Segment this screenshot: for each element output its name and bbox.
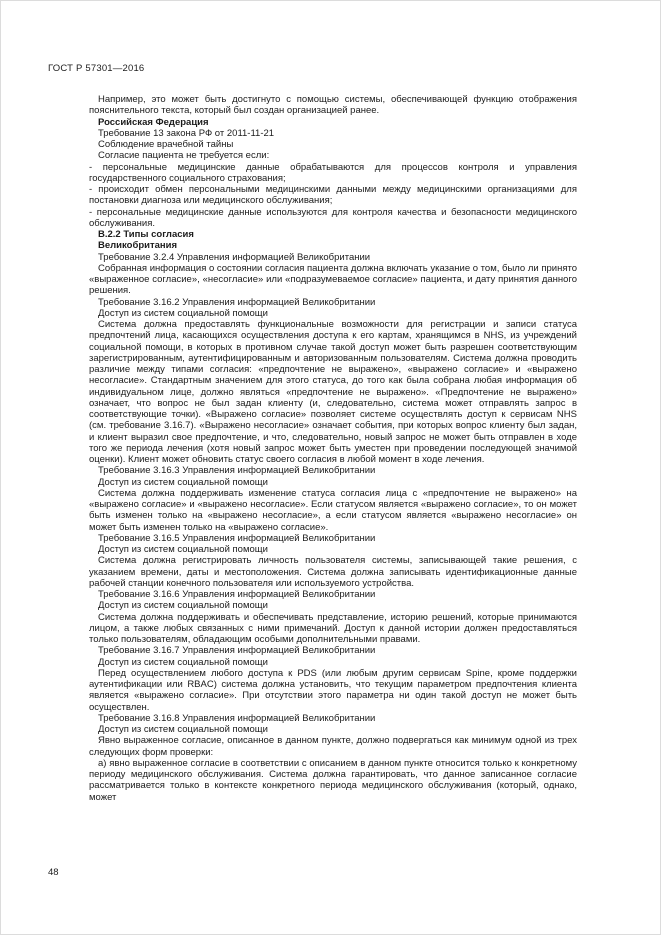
page-number: 48 — [48, 867, 59, 878]
heading-paragraph: Российская Федерация — [98, 116, 209, 128]
paragraph: Явно выраженное согласие, описанное в данном пункте, должно подвергаться как минимум одной из трех следующих форм проверки: — [89, 735, 577, 758]
heading-paragraph: В.2.2 Типы согласия — [98, 229, 194, 240]
paragraph: Доступ из систем социальной помощи — [98, 307, 268, 319]
paragraph: Собранная информация о состоянии согласия пациента должна включать указание о том, было ли принято «выраженное согласие», «несогласие» или «подразумеваемое согласие» пациента, и дату принятия данного решения. — [89, 262, 577, 297]
paragraph: Требование 3.16.3 Управления информацией Великобритании — [98, 465, 376, 477]
paragraph: Система должна предоставлять функциональные возможности для регистрации и записи статуса предпочтений лица, касающихся осуществления доступа к его картам, хранящимся в NHS, из учреждений социальной помощи, в которых в противном случае такой доступ может быть разрешен соответствующим зарегистрированным, аутентифицированным и авторизованным пользователям. Система должна проводить различие между типами согласия: «предпочтение не выражено», «выражено согласие» и «выражено несогласие». Стандартным значением для этого статуса, до того как была собрана любая информация об индивидуальном лице, должно являться «предпочтение не выражено». «Предпочтение не выражено» означает, что вопрос не был задан клиенту (и, следовательно, система может отправлять запрос в соответствующие точки). «Выражено согласие» позволяет системе осуществлять доступ к сервисам NHS (см. требование 3.16.7). «Выражено несогласие» означает события, при которых вопрос клиенту был задан, и клиент выразил свое предпочтение, и что, следовательно, новый запрос не может быть отправлен в ходе того же периода лечения (хотя новый запрос может быть уместен при проведении последующей значимой оценки). Клиент может обновить статус своего согласия в любой момент в ходе лечения. — [89, 319, 577, 465]
list-item-paragraph: - персональные медицинские данные обрабатываются для процессов контроля и управления государственного социального страхования; — [89, 161, 577, 184]
paragraph: Требование 3.16.6 Управления информацией Великобритании — [98, 589, 376, 600]
paragraph: Доступ из систем социальной помощи — [98, 656, 268, 668]
paragraph: Требование 13 закона РФ от 2011-11-21 — [98, 127, 275, 139]
paragraph: Например, это может быть достигнуто с помощью системы, обеспечивающей функцию отображения пояснительного текста, который был создан организацией ранее. — [89, 94, 577, 117]
document-body — [89, 94, 577, 803]
paragraph: Соблюдение врачебной тайны — [98, 139, 234, 150]
paragraph: Перед осуществлением любого доступа к PDS (или любым другим сервисам Spine, кроме поддержки аутентификации или RBAC) система должна установить, что текущим параметром предпочтения клиента является «выражено согласие». При отсутствии этого параметра ни один такой доступ не может быть осуществлен. — [89, 667, 577, 713]
running-header: ГОСТ Р 57301—2016 — [48, 63, 145, 74]
paragraph: Доступ из систем социальной помощи — [98, 600, 268, 612]
list-item-paragraph: - персональные медицинские данные используются для контроля качества и безопасности медицинского обслуживания. — [89, 206, 577, 229]
paragraph: Доступ из систем социальной помощи — [98, 544, 268, 555]
paragraph: Доступ из систем социальной помощи — [98, 476, 268, 488]
paragraph: а) явно выраженное согласие в соответствии с описанием в данном пункте относится только к конкретному периоду медицинского обслуживания. Система должна гарантировать, что данное записанное согласие рассматривается только в контексте конкретного периода медицинского обслуживания (который, однако, может — [89, 757, 577, 803]
paragraph: Требование 3.16.5 Управления информацией Великобритании — [98, 532, 376, 544]
paragraph: Требование 3.2.4 Управления информацией Великобритании — [98, 251, 371, 263]
paragraph: Требование 3.16.8 Управления информацией Великобритании — [98, 712, 376, 724]
paragraph: Требование 3.16.7 Управления информацией Великобритании — [98, 645, 376, 657]
heading-paragraph: Великобритания — [98, 240, 178, 252]
paragraph: Система должна поддерживать изменение статуса согласия лица с «предпочтение не выражено» на «выражено согласие» и «выражено несогласие». Если статусом является «выражено согласие», то он может быть изменен только на «выражено несогласие», а если статусом является «выражено несогласие» он может быть изменен только на «выражено согласие». — [89, 487, 577, 533]
list-item-paragraph: - происходит обмен персональными медицинскими данными между медицинскими организациями для постановки диагноза или медицинского обслуживания; — [89, 184, 577, 207]
paragraph: Требование 3.16.2 Управления информацией Великобритании — [98, 296, 376, 308]
paragraph: Согласие пациента не требуется если: — [98, 150, 270, 162]
paragraph: Доступ из систем социальной помощи — [98, 724, 268, 735]
paragraph: Система должна регистрировать личность пользователя системы, записывающей такие решения, с указанием времени, даты и местоположения. Система должна записывать идентификационные данные рабочей станции конечного пользователя или используемого устройства. — [89, 555, 577, 589]
paragraph: Система должна поддерживать и обеспечивать представление, историю решений, которые принимаются лицом, а также любых связанных с ними примечаний. Доступ к данной истории должен предоставляться только пользователям, обладающим особыми дополнительными правами. — [89, 611, 577, 645]
